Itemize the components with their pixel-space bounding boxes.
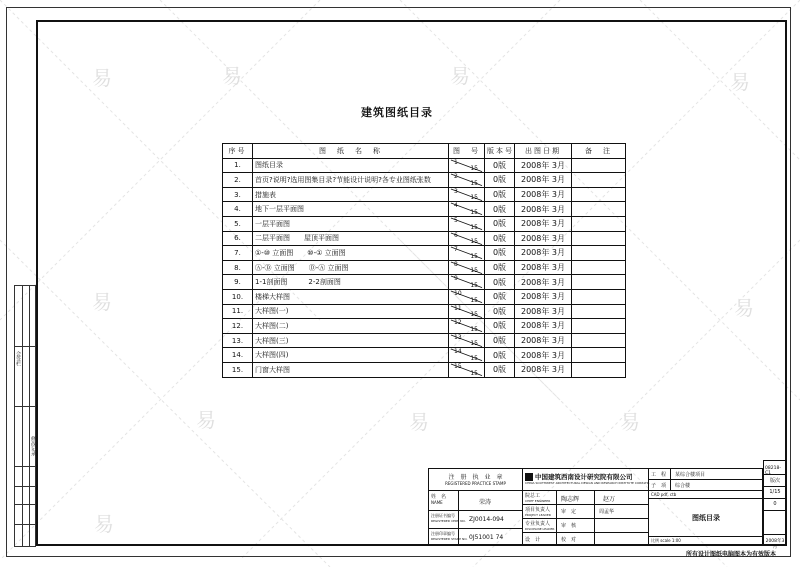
watermark-glyph: 易 — [734, 296, 754, 320]
row-version: 0版 — [485, 319, 515, 334]
project-label: 工 程 — [649, 469, 671, 480]
watermark-glyph: 易 — [730, 70, 750, 94]
row-version: 0版 — [485, 348, 515, 363]
row-num-bottom: 15 — [470, 223, 478, 231]
row-name: 图纸目录 — [253, 158, 449, 173]
row-name: 措施表 — [253, 187, 449, 202]
watermark-glyph: 易 — [409, 410, 429, 434]
check-sign-box — [595, 519, 649, 533]
row-version: 0版 — [485, 333, 515, 348]
table-header-row — [223, 144, 626, 159]
row-date: 2008年 3月 — [515, 304, 572, 319]
name-label: 姓 名 — [431, 494, 447, 500]
row-version: 0版 — [485, 158, 515, 173]
header-date: 出图日期 — [515, 144, 572, 159]
row-num-top: 1 — [454, 158, 458, 166]
row-seq: 9. — [223, 275, 253, 290]
name-value: 荣涛 — [459, 491, 523, 511]
row-num-bottom: 15 — [470, 267, 478, 275]
row-num-top: 12 — [454, 319, 462, 327]
table-row — [223, 246, 626, 261]
row-remark — [572, 304, 626, 319]
row-num-bottom: 15 — [470, 194, 478, 202]
reg-cert-label-en: REGISTERED CERT. NO. — [431, 519, 466, 523]
row-remark — [572, 275, 626, 290]
row-name: 首页?说明?选用图集目录?节能设计说明?各专业图纸张数 — [253, 173, 449, 188]
edition-value: 0 — [764, 499, 786, 511]
table-row — [223, 333, 626, 348]
watermark-glyph: 易 — [222, 64, 242, 88]
row-seq: 3. — [223, 187, 253, 202]
row-drawing-number — [449, 348, 485, 363]
watermark-glyph: 易 — [450, 64, 470, 88]
reg-cert-value: ZJ0014-094 — [459, 511, 523, 529]
header-seq: 序号 — [223, 144, 253, 159]
row-seq: 13. — [223, 333, 253, 348]
cad-label: CAD — [651, 492, 660, 497]
reg-stamp-label-en: REGISTERED STAMP NO. — [431, 537, 468, 541]
row-drawing-number — [449, 202, 485, 217]
row-remark — [572, 187, 626, 202]
proof-label: 校 对 — [557, 533, 595, 546]
row-name: 1-1剖面图 2-2剖面图 — [253, 275, 449, 290]
row-num-bottom: 15 — [470, 179, 478, 187]
row-num-bottom: 15 — [470, 252, 478, 260]
scale-info — [649, 537, 764, 546]
row-name: 大样图(三) — [253, 333, 449, 348]
row-seq: 5. — [223, 216, 253, 231]
review-value: 赵万 — [595, 491, 649, 505]
check-label: 审 核 — [557, 519, 595, 533]
row-num-top: 13 — [454, 333, 462, 341]
row-date: 2008年 3月 — [515, 319, 572, 334]
table-row — [223, 173, 626, 188]
row-seq: 14. — [223, 348, 253, 363]
row-num-bottom: 15 — [470, 369, 478, 377]
row-date: 2008年 3月 — [515, 333, 572, 348]
cad-info — [649, 491, 764, 499]
row-drawing-number — [449, 289, 485, 304]
row-date: 2008年 3月 — [515, 173, 572, 188]
row-seq: 2. — [223, 173, 253, 188]
row-date: 2008年 3月 — [515, 289, 572, 304]
row-num-bottom: 15 — [470, 238, 478, 246]
row-drawing-number — [449, 260, 485, 275]
row-num-bottom: 15 — [470, 281, 478, 289]
row-remark — [572, 260, 626, 275]
table-row — [223, 319, 626, 334]
row-drawing-number — [449, 158, 485, 173]
row-date: 2008年 3月 — [515, 158, 572, 173]
reg-stamp-value: 0J51001 74 — [459, 529, 523, 546]
row-name: 二层平面图 屋顶平面图 — [253, 231, 449, 246]
row-date: 2008年 3月 — [515, 348, 572, 363]
row-seq: 15. — [223, 362, 253, 377]
discipline-leader-label: 专业负责人 — [525, 521, 551, 527]
watermark-glyph: 易 — [92, 290, 112, 314]
row-num-top: 7 — [454, 246, 458, 254]
header-ver: 版本号 — [485, 144, 515, 159]
project-leader-label: 项目负责人 — [525, 507, 551, 513]
reg-cert-label: 注册证书编号 — [431, 513, 455, 518]
row-seq: 11. — [223, 304, 253, 319]
drawing-index-table — [222, 143, 626, 378]
row-name: 一层平面图 — [253, 216, 449, 231]
row-name: 大样图(二) — [253, 319, 449, 334]
row-name: ①-⑩ 立面图 ⑩-① 立面图 — [253, 246, 449, 261]
header-name: 图 纸 名 称 — [253, 144, 449, 159]
row-seq: 7. — [223, 246, 253, 261]
row-num-bottom: 15 — [470, 354, 478, 362]
edition-label: 版次 — [764, 475, 786, 487]
row-remark — [572, 348, 626, 363]
row-version: 0版 — [485, 216, 515, 231]
row-remark — [572, 362, 626, 377]
table-row — [223, 202, 626, 217]
table-row — [223, 275, 626, 290]
sheet-count: 1/15 — [764, 487, 786, 499]
row-drawing-number — [449, 333, 485, 348]
row-seq: 4. — [223, 202, 253, 217]
row-version: 0版 — [485, 289, 515, 304]
row-num-top: 6 — [454, 231, 458, 239]
row-seq: 8. — [223, 260, 253, 275]
row-date: 2008年 3月 — [515, 187, 572, 202]
row-num-top: 10 — [454, 289, 462, 297]
table-row — [223, 304, 626, 319]
row-drawing-number — [449, 362, 485, 377]
row-num-top: 8 — [454, 260, 458, 268]
table-row — [223, 216, 626, 231]
watermark-glyph: 易 — [196, 408, 216, 432]
binding-strip — [14, 285, 36, 547]
table-row — [223, 362, 626, 377]
date-value: 2008年3月 — [765, 539, 785, 550]
title-block-right — [763, 460, 787, 550]
check-value: 周孟华 — [595, 505, 649, 519]
row-version: 0版 — [485, 231, 515, 246]
row-drawing-number — [449, 319, 485, 334]
project-value: 某综合楼项目 — [671, 469, 764, 480]
row-version: 0版 — [485, 260, 515, 275]
row-date: 2008年 3月 — [515, 260, 572, 275]
row-remark — [572, 231, 626, 246]
practice-seal-label-en: REGISTERED PRACTICE STAMP — [445, 481, 506, 486]
page-title: 建筑图纸目录 — [361, 106, 433, 119]
row-drawing-number — [449, 304, 485, 319]
row-name: 楼梯大样图 — [253, 289, 449, 304]
cad-value: pdf, ctb — [660, 492, 677, 497]
row-num-bottom: 15 — [470, 325, 478, 333]
row-drawing-number — [449, 275, 485, 290]
table-row — [223, 231, 626, 246]
table-row — [223, 348, 626, 363]
table-row — [223, 289, 626, 304]
row-remark — [572, 319, 626, 334]
row-seq: 10. — [223, 289, 253, 304]
drawing-number: 08218-C1 — [764, 461, 786, 475]
row-num-top: 5 — [454, 216, 458, 224]
scale-label: 比例 — [651, 538, 659, 543]
chief-engineer-value: 陶志辉 — [557, 491, 595, 505]
row-date: 2008年 3月 — [515, 202, 572, 217]
row-version: 0版 — [485, 362, 515, 377]
right-blank-cell — [764, 511, 786, 535]
row-num-bottom: 15 — [470, 165, 478, 173]
row-remark — [572, 333, 626, 348]
row-remark — [572, 202, 626, 217]
row-drawing-number — [449, 173, 485, 188]
row-version: 0版 — [485, 173, 515, 188]
row-version: 0版 — [485, 246, 515, 261]
name-label-en: NAME — [431, 500, 443, 505]
sub-item-value: 综合楼 — [671, 480, 764, 491]
table-row — [223, 158, 626, 173]
reg-stamp-label: 注册印章编号 — [431, 531, 455, 536]
row-date: 2008年 3月 — [515, 216, 572, 231]
watermark-glyph: 易 — [620, 410, 640, 434]
row-num-top: 15 — [454, 362, 462, 370]
title-block — [428, 468, 763, 546]
sub-item-label: 子 项 — [649, 480, 671, 491]
proof-sign-box — [595, 533, 649, 546]
binding-label-b: 修改记录 — [30, 436, 36, 456]
row-version: 0版 — [485, 275, 515, 290]
row-date: 2008年 3月 — [515, 362, 572, 377]
discipline-leader-label-en: DISCIPLINE LEADER — [525, 527, 555, 531]
row-version: 0版 — [485, 202, 515, 217]
drawing-title: 图纸目录 — [649, 499, 764, 537]
row-remark — [572, 158, 626, 173]
row-seq: 6. — [223, 231, 253, 246]
row-drawing-number — [449, 216, 485, 231]
row-name: 大样图(四) — [253, 348, 449, 363]
row-remark — [572, 246, 626, 261]
binding-label-a: 会签栏 — [15, 351, 21, 366]
row-num-top: 11 — [454, 304, 462, 312]
row-num-top: 14 — [454, 348, 462, 356]
footer-note: 所有设计图纸电脑图本为有效版本 — [686, 551, 777, 558]
header-num: 图 号 — [449, 144, 485, 159]
row-name: 地下一层平面图 — [253, 202, 449, 217]
row-date: 2008年 3月 — [515, 246, 572, 261]
row-drawing-number — [449, 246, 485, 261]
row-date: 2008年 3月 — [515, 275, 572, 290]
row-num-top: 2 — [454, 173, 458, 181]
row-version: 0版 — [485, 187, 515, 202]
design-label: 设 计 — [523, 533, 557, 546]
row-num-top: 4 — [454, 202, 458, 210]
row-name: Ⓐ-Ⓓ 立面图 Ⓓ-Ⓐ 立面图 — [253, 260, 449, 275]
watermark-glyph: 易 — [92, 66, 112, 90]
table-row — [223, 260, 626, 275]
row-remark — [572, 216, 626, 231]
row-version: 0版 — [485, 304, 515, 319]
scale-value: scale 1:00 — [660, 538, 681, 543]
row-name: 门窗大样图 — [253, 362, 449, 377]
row-seq: 12. — [223, 319, 253, 334]
row-num-bottom: 15 — [470, 340, 478, 348]
company-name-en: CHINA SOUTHWEST ARCHITECTURAL DESIGN AND RESEARCH INSTITUTE CORP.LTD. — [525, 481, 651, 485]
header-remark: 备 注 — [572, 144, 626, 159]
chief-engineer-label: 院总工 — [525, 493, 541, 499]
row-num-bottom: 15 — [470, 296, 478, 304]
row-date: 2008年 3月 — [515, 231, 572, 246]
watermark-glyph: 易 — [94, 512, 114, 536]
company-logo-icon — [525, 473, 533, 481]
row-remark — [572, 289, 626, 304]
row-num-bottom: 15 — [470, 311, 478, 319]
chief-engineer-label-en: CHIEF ENGINEER — [525, 499, 551, 503]
practice-seal-label: 注 册 执 业 章 — [448, 474, 503, 481]
row-name: 大样图(一) — [253, 304, 449, 319]
row-num-top: 3 — [454, 187, 458, 195]
table-row — [223, 187, 626, 202]
row-num-top: 9 — [454, 275, 458, 283]
company-name: 中国建筑西南设计研究院有限公司 — [535, 473, 633, 481]
row-drawing-number — [449, 187, 485, 202]
row-remark — [572, 173, 626, 188]
project-leader-label-en: PROJECT LEADER — [525, 513, 551, 517]
row-drawing-number — [449, 231, 485, 246]
row-num-bottom: 15 — [470, 208, 478, 216]
review-label: 审 定 — [557, 505, 595, 519]
row-seq: 1. — [223, 158, 253, 173]
